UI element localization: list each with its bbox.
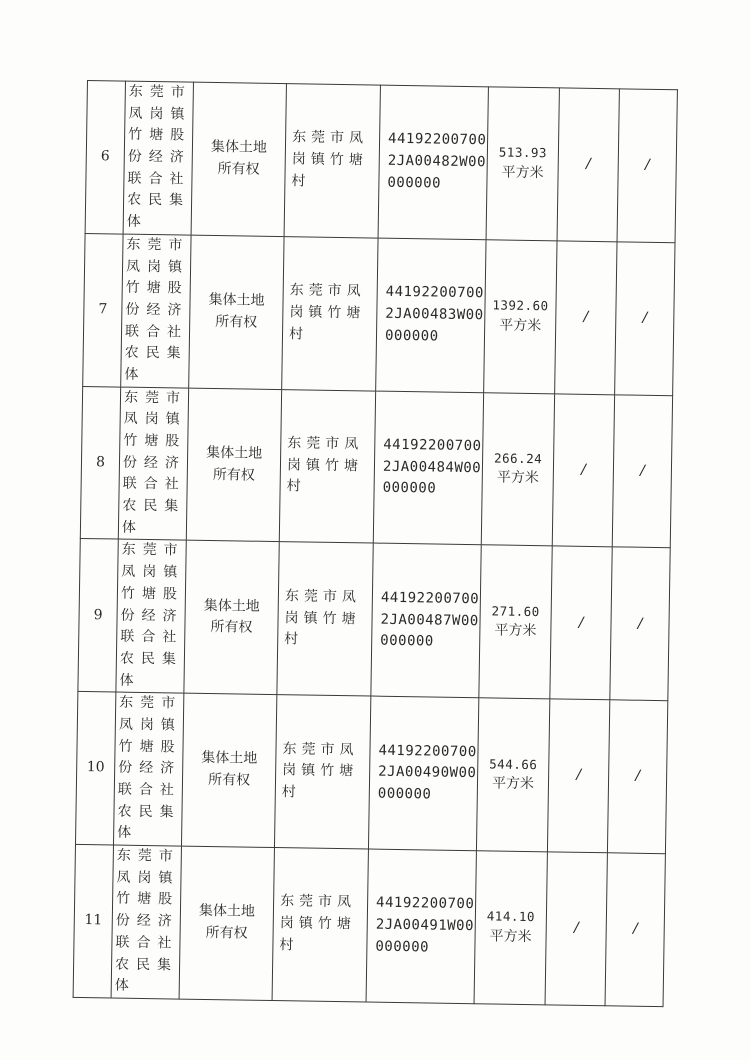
owner-cell: 东莞市凤岗镇竹塘股份经济联合社农民集体 — [121, 234, 191, 388]
unit-code-line2: 2JA00491W00 — [375, 916, 475, 935]
row-number: 8 — [80, 386, 120, 539]
area-cell — [479, 545, 552, 699]
right-type-line2: 所有权 — [207, 772, 251, 789]
unit-code-cell — [378, 85, 488, 239]
area-unit: 平方米 — [501, 164, 544, 181]
empty-cell-col8 — [545, 852, 607, 1006]
land-registry-table — [73, 80, 678, 1007]
unit-code-line1: 44192200700 — [378, 742, 477, 760]
right-type-line2: 所有权 — [217, 160, 260, 178]
unit-code-cell — [371, 543, 481, 697]
slash-mark: / — [632, 920, 638, 937]
row-number: 7 — [83, 233, 123, 386]
right-type-line1: 集体土地 — [210, 139, 268, 157]
table-body — [73, 81, 677, 1007]
area-value: 1392.60 — [492, 297, 549, 314]
right-type-line2: 所有权 — [215, 313, 258, 331]
area-value: 513.93 — [498, 144, 548, 161]
unit-code-cell — [368, 696, 478, 850]
area-unit: 平方米 — [494, 622, 537, 640]
location-cell: 东莞市凤岗镇竹塘村 — [277, 542, 373, 696]
unit-code-line3: 000000 — [382, 480, 437, 497]
right-type-line1: 集体土地 — [201, 750, 258, 768]
row-number: 6 — [85, 81, 125, 234]
unit-code-line1: 44192200700 — [380, 589, 480, 608]
area-value: 271.60 — [491, 603, 540, 619]
location-cell: 东莞市凤岗镇竹塘村 — [272, 848, 368, 1002]
unit-code-line3: 000000 — [384, 327, 439, 345]
area-value: 544.66 — [489, 756, 538, 772]
area-value: 414.10 — [486, 908, 536, 925]
empty-cell-col8 — [552, 394, 614, 548]
table-row — [73, 844, 665, 1006]
slash-mark: / — [635, 768, 641, 785]
table-row — [75, 692, 667, 854]
slash-mark: / — [573, 919, 579, 936]
right-type-cell — [181, 693, 276, 847]
owner-cell: 东莞市凤岗镇竹塘股份经济联合社农民集体 — [113, 692, 183, 846]
owner-cell: 东莞市凤岗镇竹塘股份经济联合社农民集体 — [118, 387, 188, 541]
area-unit: 平方米 — [489, 928, 532, 945]
unit-code-line1: 44192200700 — [385, 283, 485, 302]
table-row — [85, 81, 677, 243]
right-type-cell — [184, 541, 279, 695]
owner-cell: 东莞市凤岗镇竹塘股份经济联合社农民集体 — [123, 81, 193, 235]
right-type-line1: 集体土地 — [198, 903, 256, 921]
slash-mark: / — [578, 614, 584, 631]
right-type-line1: 集体土地 — [203, 597, 260, 615]
unit-code-line2: 2JA00482W00 — [387, 152, 487, 171]
slash-mark: / — [639, 462, 645, 479]
empty-cell-col9 — [605, 853, 665, 1007]
unit-code-line2: 2JA00483W00 — [385, 305, 484, 324]
owner-cell: 东莞市凤岗镇竹塘股份经济联合社农民集体 — [116, 539, 186, 693]
area-cell — [486, 87, 559, 241]
slash-mark: / — [576, 767, 582, 784]
unit-code-line1: 44192200700 — [383, 436, 482, 455]
area-cell — [476, 698, 549, 852]
right-type-cell — [179, 846, 274, 1000]
unit-code-cell — [366, 849, 476, 1003]
location-cell: 东莞市凤岗镇竹塘村 — [282, 236, 378, 390]
table-row — [83, 233, 675, 395]
unit-code-line3: 000000 — [375, 938, 430, 956]
empty-cell-col9 — [612, 394, 672, 548]
table-row — [80, 386, 672, 548]
location-cell: 东莞市凤岗镇竹塘村 — [279, 389, 375, 543]
unit-code-line1: 44192200700 — [375, 895, 475, 913]
empty-cell-col9 — [617, 89, 677, 243]
area-cell — [484, 240, 557, 394]
row-number: 9 — [78, 539, 118, 692]
right-type-cell — [191, 82, 286, 236]
empty-cell-col9 — [615, 242, 675, 396]
area-value: 266.24 — [493, 450, 543, 467]
location-cell: 东莞市凤岗镇竹塘村 — [284, 84, 380, 238]
area-unit: 平方米 — [496, 469, 539, 487]
unit-code-line3: 000000 — [387, 174, 442, 192]
row-number: 10 — [75, 692, 115, 845]
slash-mark: / — [580, 461, 586, 478]
area-unit: 平方米 — [491, 775, 535, 793]
area-cell — [474, 851, 547, 1005]
row-number: 11 — [73, 844, 113, 997]
empty-cell-col8 — [550, 546, 612, 700]
unit-code-line2: 2JA00490W00 — [378, 763, 477, 782]
unit-code-cell — [373, 391, 483, 545]
unit-code-cell — [376, 238, 486, 392]
right-type-line2: 所有权 — [212, 466, 255, 484]
area-unit: 平方米 — [499, 317, 542, 334]
right-type-line1: 集体土地 — [206, 444, 263, 462]
empty-cell-col9 — [610, 547, 670, 701]
owner-cell: 东莞市凤岗镇竹塘股份经济联合社农民集体 — [111, 845, 181, 999]
slash-mark: / — [585, 155, 591, 172]
right-type-line2: 所有权 — [210, 619, 253, 637]
unit-code-line3: 000000 — [377, 785, 432, 803]
slash-mark: / — [583, 308, 589, 325]
empty-cell-col9 — [607, 700, 667, 854]
unit-code-line2: 2JA00487W00 — [380, 611, 479, 629]
unit-code-line3: 000000 — [380, 632, 434, 650]
empty-cell-col8 — [547, 699, 609, 853]
unit-code-line2: 2JA00484W00 — [382, 458, 482, 476]
location-cell: 东莞市凤岗镇竹塘村 — [274, 695, 370, 849]
unit-code-line1: 44192200700 — [387, 131, 487, 149]
right-type-cell — [189, 235, 284, 389]
empty-cell-col8 — [555, 241, 617, 395]
area-cell — [481, 392, 554, 546]
slash-mark: / — [642, 309, 648, 326]
right-type-line1: 集体土地 — [208, 291, 265, 309]
slash-mark: / — [644, 156, 650, 173]
empty-cell-col8 — [557, 88, 619, 242]
table-row — [78, 539, 670, 701]
slash-mark: / — [637, 615, 643, 632]
right-type-line2: 所有权 — [205, 924, 248, 942]
right-type-cell — [186, 388, 281, 542]
